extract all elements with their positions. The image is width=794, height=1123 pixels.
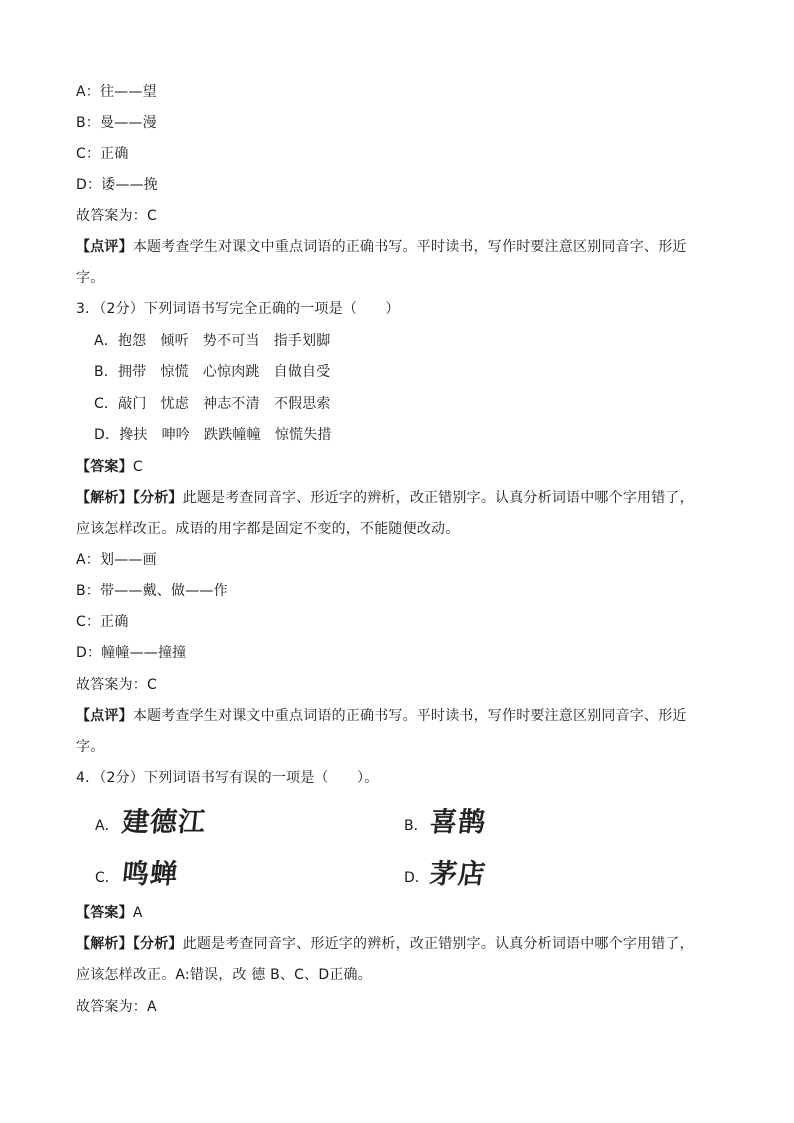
q4-option-c-word: 鸣蝉 [120,859,180,890]
text-line: C：正确 [76,146,129,162]
q4-option-c-label: C． [95,870,119,886]
q3-answer: 【答案】C [76,459,143,475]
q3-option-a: A．抱怨 倾听 势不可当 指手划脚 [94,333,331,349]
q3-comment-line-1: 【点评】本题考查学生对课文中重点词语的正确书写。平时读书，写作时要注意区别同音字、形近 [76,708,687,724]
question-4-title: 4．（2分）下列词语书写有误的一项是（ ）。 [76,770,379,786]
question-3-title: 3．（2分）下列词语书写完全正确的一项是（ ） [76,301,400,317]
q3-option-d: D．搀扶 呻吟 跌跌幢幢 惊慌失措 [94,427,332,443]
q4-final-answer: 故答案为：A [76,999,157,1015]
q3-comment-line-2: 字。 [76,739,105,755]
q4-answer: 【答案】A [76,905,143,921]
q3-option-c: C．敲门 忧虑 神志不清 不假思索 [94,396,331,412]
text-line: D：诿——挽 [76,177,158,193]
q4-option-d-label: D． [404,870,429,886]
q4-option-a-label: A． [95,818,119,834]
answer-line: 故答案为：C [76,208,157,224]
text-line: D：幢幢——撞撞 [76,645,187,661]
q4-option-b-word: 喜鹊 [428,807,488,838]
q4-option-d-word: 茅店 [428,859,488,890]
text-line: B：带——戴、做——作 [76,583,228,599]
q3-analysis-line-1: 【解析】【分析】此题是考查同音字、形近字的辨析，改正错别字。认真分析词语中哪个字用错了， [76,490,694,506]
q4-option-a-word: 建德江 [120,807,208,838]
text-line: B：曼——漫 [76,115,157,131]
comment-text: 本题考查学生对课文中重点词语的正确书写。平时读书，写作时要注意区别同音字、形近 [132,239,687,255]
answer-line: 故答案为：C [76,677,157,693]
comment-tag: 【点评】 [76,239,133,255]
text-line: A：划——画 [76,552,157,568]
q4-analysis-line-2: 应该怎样改正。A:错误，改 德 B、C、D正确。 [76,967,372,983]
q4-option-b-label: B． [404,818,428,834]
q4-analysis-line-1: 【解析】【分析】此题是考查同音字、形近字的辨析，改正错别字。认真分析词语中哪个字用错了， [76,936,694,952]
text-line: A：往——望 [76,84,157,100]
text-line: C：正确 [76,614,129,630]
q3-option-b: B．拥带 惊慌 心惊肉跳 自做自受 [94,364,331,380]
text-line: 字。 [76,270,105,286]
q3-analysis-line-2: 应该怎样改正。成语的用字都是固定不变的，不能随便改动。 [76,521,460,537]
comment-line [76,237,687,257]
